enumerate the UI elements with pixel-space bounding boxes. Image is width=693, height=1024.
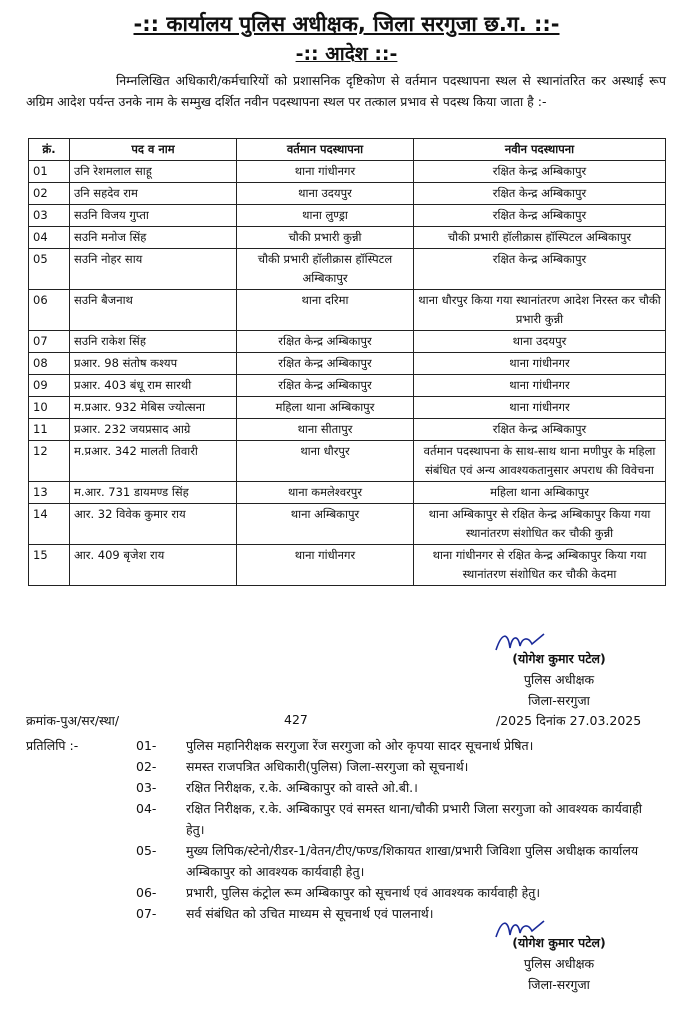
table-row	[29, 183, 666, 205]
new-posting-cell: थाना गांधीनगर	[414, 353, 666, 375]
table-row	[29, 161, 666, 183]
reference-number: 427	[284, 712, 308, 727]
office-title: -:: कार्यालय पुलिस अधीक्षक, जिला सरगुजा छ.ग. ::-	[133, 12, 560, 36]
serial-cell: 13	[29, 482, 70, 504]
signature-block	[494, 648, 624, 711]
signatory-name: (योगेश कुमार पटेल)	[512, 651, 606, 666]
name-cell: आर. 409 बृजेश राय	[70, 545, 237, 586]
new-posting-cell: रक्षित केन्द्र अम्बिकापुर	[414, 419, 666, 441]
copy-to-item	[26, 756, 646, 777]
copy-to-item	[26, 798, 646, 840]
copy-to-item	[26, 882, 646, 903]
current-posting-cell: रक्षित केन्द्र अम्बिकापुर	[237, 331, 414, 353]
signature-block-2	[494, 932, 624, 995]
new-posting-cell: रक्षित केन्द्र अम्बिकापुर	[414, 183, 666, 205]
copy-to-number: 01-	[136, 738, 157, 753]
new-posting-cell: रक्षित केन्द्र अम्बिकापुर	[414, 205, 666, 227]
current-posting-cell: थाना गांधीनगर	[237, 161, 414, 183]
copy-to-text: प्रभारी, पुलिस कंट्रोल रूम अम्बिकापुर को सूचनार्थ एवं आवश्यक कार्यवाही हेतु।	[186, 885, 541, 900]
new-posting-cell: रक्षित केन्द्र अम्बिकापुर	[414, 161, 666, 183]
transfer-table	[28, 138, 666, 586]
reference-line	[26, 712, 666, 730]
current-posting-cell: चौकी प्रभारी हॉलीक्रास हॉस्पिटल अम्बिकापुर	[237, 249, 414, 290]
table-row	[29, 441, 666, 482]
new-posting-cell: थाना गांधीनगर से रक्षित केन्द्र अम्बिकापुर किया गया स्थानांतरण संशोधित कर चौकी केदमा	[414, 545, 666, 586]
current-posting-cell: थाना धौरपुर	[237, 441, 414, 482]
order-title: -:: आदेश ::-	[295, 43, 398, 65]
name-cell: सउनि राकेश सिंह	[70, 331, 237, 353]
copy-to-text: सर्व संबंधित को उचित माध्यम से सूचनार्थ एवं पालनार्थ।	[186, 906, 434, 921]
serial-cell: 09	[29, 375, 70, 397]
table-row	[29, 545, 666, 586]
copy-to-item	[26, 735, 646, 756]
copy-to-number: 03-	[136, 780, 157, 795]
copy-to-list	[26, 735, 646, 924]
name-cell: सउनि मनोज सिंह	[70, 227, 237, 249]
name-cell: सउनि विजय गुप्ता	[70, 205, 237, 227]
serial-cell: 06	[29, 290, 70, 331]
new-posting-cell: थाना अम्बिकापुर से रक्षित केन्द्र अम्बिकापुर किया गया स्थानांतरण संशोधित कर चौकी कुन्नी	[414, 504, 666, 545]
serial-cell: 12	[29, 441, 70, 482]
current-posting-cell: थाना गांधीनगर	[237, 545, 414, 586]
serial-cell: 05	[29, 249, 70, 290]
new-posting-cell: चौकी प्रभारी हॉलीक्रास हॉस्पिटल अम्बिकापुर	[414, 227, 666, 249]
copy-to-number: 04-	[136, 801, 157, 816]
serial-cell: 04	[29, 227, 70, 249]
new-posting-cell: थाना उदयपुर	[414, 331, 666, 353]
table-row	[29, 290, 666, 331]
name-cell: प्रआर. 98 संतोष कश्यप	[70, 353, 237, 375]
name-cell: उनि सहदेव राम	[70, 183, 237, 205]
copy-to-number: 05-	[136, 843, 157, 858]
serial-cell: 10	[29, 397, 70, 419]
new-posting-cell: थाना धौरपुर किया गया स्थानांतरण आदेश निरस्त कर चौकी प्रभारी कुन्नी	[414, 290, 666, 331]
table-row	[29, 331, 666, 353]
current-posting-cell: रक्षित केन्द्र अम्बिकापुर	[237, 375, 414, 397]
name-cell: प्रआर. 403 बंधू राम सारथी	[70, 375, 237, 397]
current-posting-cell: चौकी प्रभारी कुन्नी	[237, 227, 414, 249]
signatory-designation-2: पुलिस अधीक्षक	[523, 956, 595, 971]
name-cell: प्रआर. 232 जयप्रसाद आग्रे	[70, 419, 237, 441]
serial-cell: 07	[29, 331, 70, 353]
current-posting-cell: थाना सीतापुर	[237, 419, 414, 441]
copy-to-text: पुलिस महानिरीक्षक सरगुजा रेंज सरगुजा को ओर कृपया सादर सूचनार्थ प्रेषित।	[186, 738, 534, 753]
current-posting-cell: थाना दरिमा	[237, 290, 414, 331]
copy-to-text: समस्त राजपत्रित अधिकारी(पुलिस) जिला-सरगुजा को सूचनार्थ।	[186, 759, 469, 774]
table-row	[29, 353, 666, 375]
table-row	[29, 504, 666, 545]
reference-prefix: क्रमांक-पुअ/सर/स्था/	[26, 713, 120, 728]
copy-to-item	[26, 840, 646, 882]
current-posting-cell: थाना लुण्ड्रा	[237, 205, 414, 227]
copy-to-item	[26, 903, 646, 924]
signatory-designation: पुलिस अधीक्षक	[523, 672, 595, 687]
new-posting-cell: थाना गांधीनगर	[414, 375, 666, 397]
intro-paragraph: निम्नलिखित अधिकारी/कर्मचारियों को प्रशासनिक दृष्टिकोण से वर्तमान पदस्थापना स्थल से स्थानांतरित कर अस्थाई रूप अग्रिम आदेश पर्यन्त उनके नाम के सम्मुख दर्शित नवीन पदस्थापना स्थल पर तत्काल प्रभाव से पदस्थ किया जाता है :-	[26, 73, 666, 109]
serial-cell: 03	[29, 205, 70, 227]
new-posting-cell: वर्तमान पदस्थापना के साथ-साथ थाना मणीपुर के महिला संबंधित एवं अन्य आवश्यकतानुसार अपराध की विवेचना	[414, 441, 666, 482]
table-header-row	[29, 139, 666, 161]
name-cell: म.प्रआर. 342 मालती तिवारी	[70, 441, 237, 482]
serial-cell: 01	[29, 161, 70, 183]
name-cell: म.प्रआर. 932 मेबिस ज्योत्सना	[70, 397, 237, 419]
name-cell: उनि रेशमलाल साहू	[70, 161, 237, 183]
name-cell: सउनि बैजनाथ	[70, 290, 237, 331]
col-serial-header: क्रं.	[29, 139, 70, 161]
signatory-district-2: जिला-सरगुजा	[528, 977, 590, 992]
current-posting-cell: रक्षित केन्द्र अम्बिकापुर	[237, 353, 414, 375]
signatory-name-2: (योगेश कुमार पटेल)	[512, 935, 606, 950]
name-cell: म.आर. 731 डायमण्ड सिंह	[70, 482, 237, 504]
current-posting-cell: थाना कमलेश्वरपुर	[237, 482, 414, 504]
current-posting-cell: थाना अम्बिकापुर	[237, 504, 414, 545]
copy-to-number: 07-	[136, 906, 157, 921]
new-posting-cell: रक्षित केन्द्र अम्बिकापुर	[414, 249, 666, 290]
new-posting-cell: थाना गांधीनगर	[414, 397, 666, 419]
serial-cell: 02	[29, 183, 70, 205]
copy-to-number: 02-	[136, 759, 157, 774]
copy-to-label: प्रतिलिपि :-	[26, 738, 79, 753]
current-posting-cell: महिला थाना अम्बिकापुर	[237, 397, 414, 419]
col-name-header: पद व नाम	[70, 139, 237, 161]
copy-to-text: रक्षित निरीक्षक, र.के. अम्बिकापुर एवं समस्त थाना/चौकी प्रभारी जिला सरगुजा को आवश्यक कार्यवाही हेतु।	[186, 801, 642, 837]
serial-cell: 08	[29, 353, 70, 375]
table-row	[29, 482, 666, 504]
name-cell: सउनि नोहर साय	[70, 249, 237, 290]
table-row	[29, 397, 666, 419]
new-posting-cell: महिला थाना अम्बिकापुर	[414, 482, 666, 504]
table-row	[29, 375, 666, 397]
current-posting-cell: थाना उदयपुर	[237, 183, 414, 205]
col-new-posting-header: नवीन पदस्थापना	[414, 139, 666, 161]
serial-cell: 15	[29, 545, 70, 586]
copy-to-number: 06-	[136, 885, 157, 900]
signatory-district: जिला-सरगुजा	[528, 693, 590, 708]
table-row	[29, 419, 666, 441]
copy-to-text: रक्षित निरीक्षक, र.के. अम्बिकापुर को वास्ते ओ.बी.।	[186, 780, 418, 795]
table-row	[29, 227, 666, 249]
table-row	[29, 249, 666, 290]
copy-to-text: मुख्य लिपिक/स्टेनो/रीडर-1/वेतन/टीए/फण्ड/शिकायत शाखा/प्रभारी जिविशा पुलिस अधीक्षक कार्यालय अम्बिकापुर को आवश्यक कार्यवाही हेतु।	[186, 843, 639, 879]
table-row	[29, 205, 666, 227]
col-current-posting-header: वर्तमान पदस्थापना	[237, 139, 414, 161]
copy-to-item	[26, 777, 646, 798]
name-cell: आर. 32 विवेक कुमार राय	[70, 504, 237, 545]
reference-date: /2025 दिनांक 27.03.2025	[496, 713, 642, 728]
serial-cell: 14	[29, 504, 70, 545]
serial-cell: 11	[29, 419, 70, 441]
